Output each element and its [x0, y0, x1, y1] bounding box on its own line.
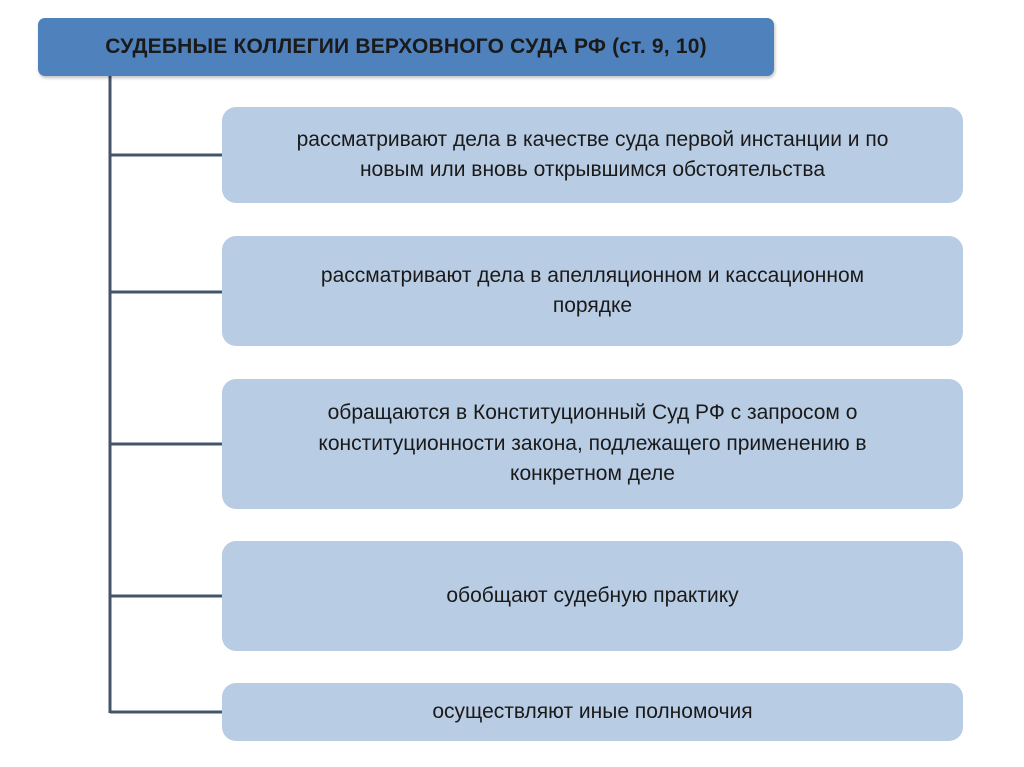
diagram-title: СУДЕБНЫЕ КОЛЛЕГИИ ВЕРХОВНОГО СУДА РФ (ст. 9, 10) [105, 35, 707, 58]
diagram-item-5 [222, 683, 963, 741]
diagram-item-2 [222, 236, 963, 346]
text-line: конкретном деле [510, 462, 675, 486]
diagram-item-text [297, 125, 889, 186]
text-line: обобщают судебную практику [446, 583, 739, 607]
text-line: конституционности закона, подлежащего применению в [318, 431, 867, 455]
diagram-item-text [318, 398, 866, 489]
diagram-item-text [432, 697, 752, 727]
diagram-item-4 [222, 541, 963, 651]
text-line: порядке [552, 294, 633, 317]
text-line: осуществляют иные полномочия [432, 699, 753, 723]
diagram-item-3 [222, 379, 963, 509]
diagram-item-text [321, 261, 864, 322]
diagram-item-1 [222, 107, 963, 203]
text-line: новым или вновь открывшимся обстоятельства [359, 158, 826, 181]
text-line: обращаются в Конституционный Суд РФ с запросом о [327, 401, 858, 425]
diagram-item-text [446, 581, 738, 611]
text-line: рассматривают дела в апелляционном и кассационном [320, 263, 865, 287]
text-line: рассматривают дела в качестве суда первой инстанции и по [296, 127, 889, 151]
diagram-title-box [38, 18, 774, 76]
